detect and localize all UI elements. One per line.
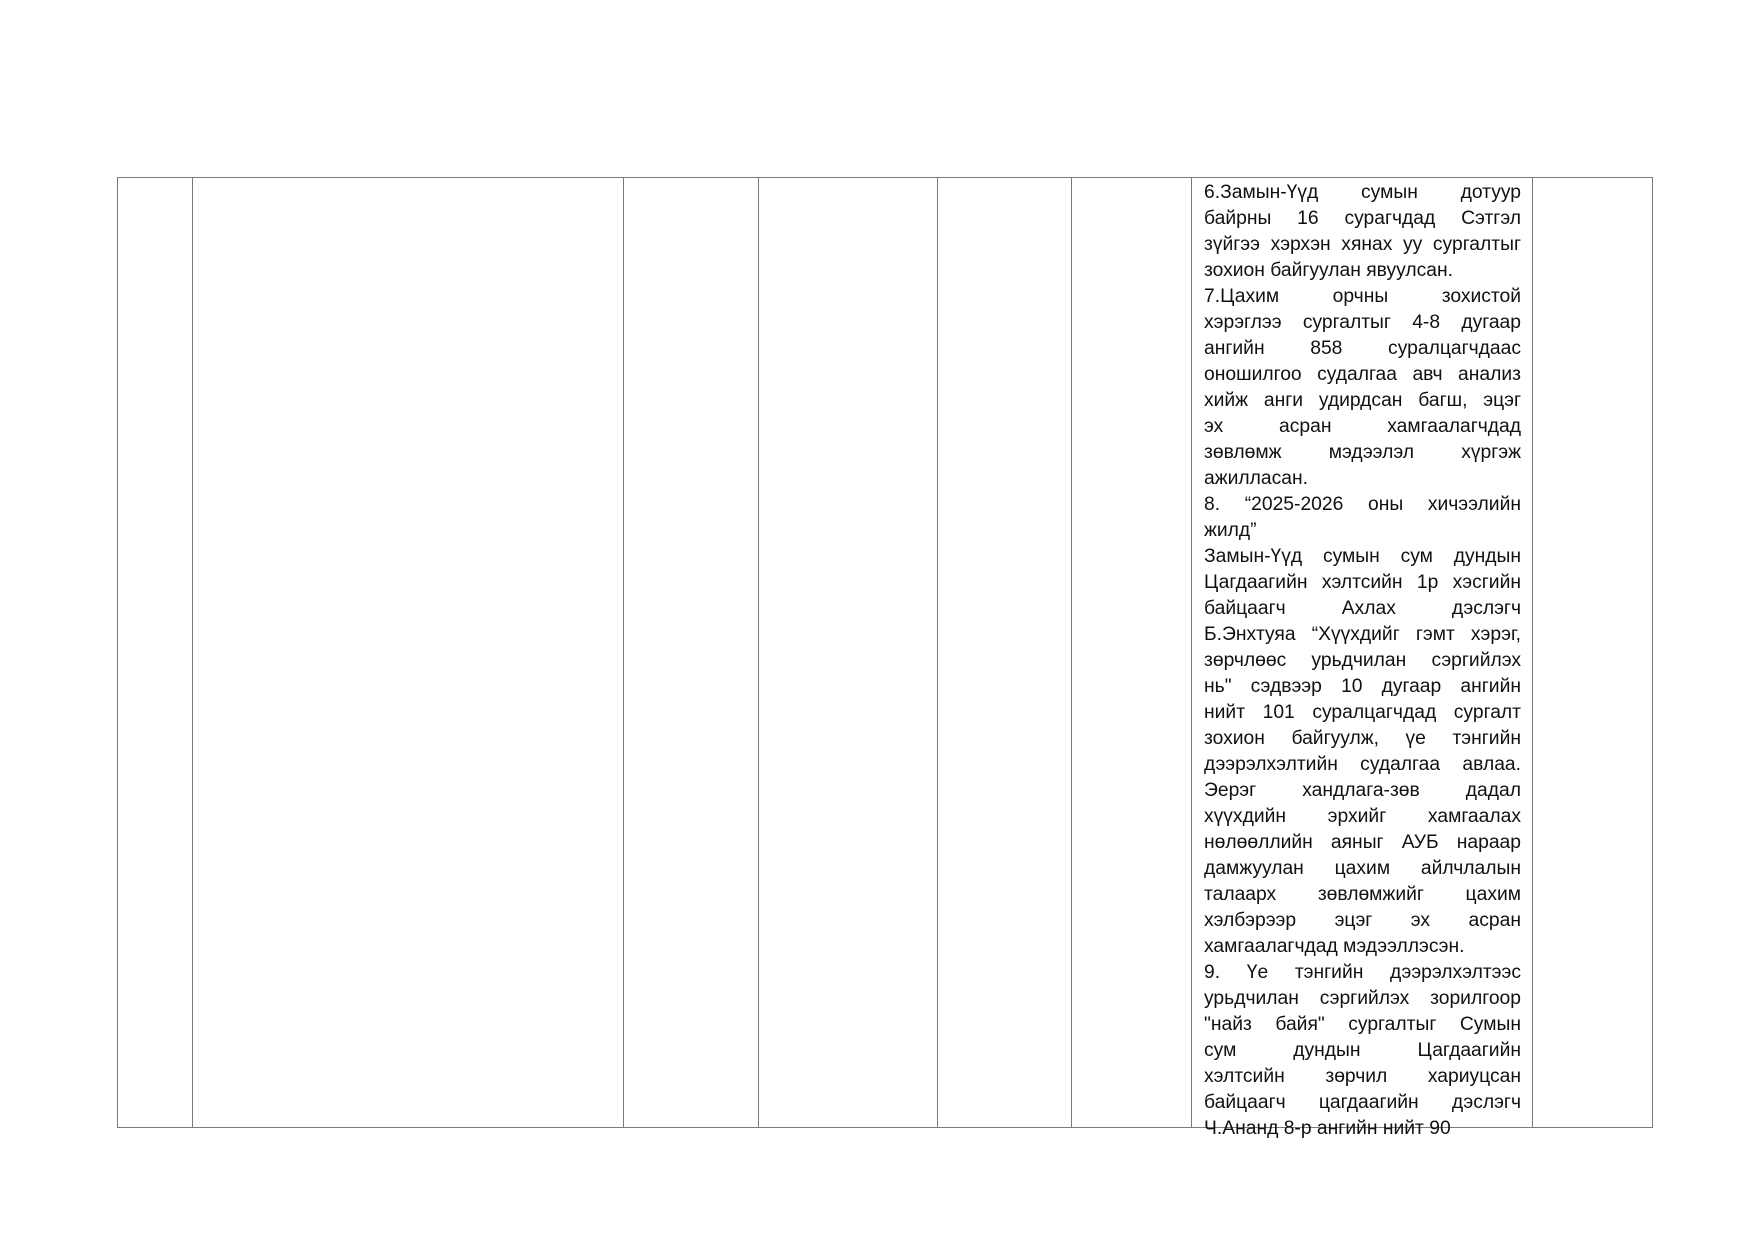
text-line: зохион байгуулан явуулсан.: [1204, 260, 1453, 281]
text-line: хэлтсийн зөрчил хариуцсан: [1204, 1066, 1521, 1087]
text-line: зөрчлөөс урьдчилан сэргийлэх: [1204, 650, 1521, 671]
text-line: 6.Замын-Үүд сумын дотуур: [1204, 182, 1521, 203]
text-line: сум дундын Цагдаагийн: [1204, 1040, 1521, 1061]
text-line: байцаагч Ахлах дэслэгч: [1204, 598, 1521, 619]
table-cell-8: [1533, 178, 1653, 1128]
text-line: дээрэлхэлтийн судалгаа авлаа.: [1204, 754, 1521, 775]
paragraph: [1204, 492, 1521, 544]
text-line: зохион байгуулж, үе тэнгийн: [1204, 728, 1521, 749]
table-cell-implementation: [1192, 178, 1533, 1139]
table-cell-5: [938, 178, 1072, 1128]
text-line: зүйгээ хэрхэн хянах уу сургалтыг: [1204, 234, 1521, 255]
text-line: нөлөөллийн аяныг АУБ нараар: [1204, 832, 1521, 853]
text-line: Б.Энхтуяа “Хүүхдийг гэмт хэрэг,: [1204, 624, 1521, 645]
paragraph: [1204, 284, 1521, 492]
report-table: [117, 177, 1653, 1139]
text-line: эх асран хамгаалагчдад: [1204, 416, 1521, 437]
text-line: "найз байя" сургалтыг Сумын: [1204, 1014, 1521, 1035]
text-line: Замын-Үүд сумын сум дундын: [1204, 546, 1521, 567]
table-cell-number: [118, 178, 193, 1128]
table-cell-4: [759, 178, 938, 1128]
text-line: Эерэг хандлага-зөв дадал: [1204, 780, 1521, 801]
text-line: хүүхдийн эрхийг хамгаалах: [1204, 806, 1521, 827]
table-cell-activity: [193, 178, 624, 1128]
text-line: хийж анги удирдсан багш, эцэг: [1204, 390, 1521, 411]
text-line: нь" сэдвээр 10 дугаар ангийн: [1204, 676, 1521, 697]
implementation-text: [1192, 178, 1532, 1139]
text-line: байцаагч цагдаагийн дэслэгч: [1204, 1092, 1521, 1113]
paragraph: [1204, 180, 1521, 284]
text-line: дамжуулан цахим айлчлалын: [1204, 858, 1521, 879]
table-cell-3: [624, 178, 759, 1128]
text-line: хэрэглээ сургалтыг 4-8 дугаар: [1204, 312, 1521, 333]
text-line: зөвлөмж мэдээлэл хүргэж: [1204, 442, 1521, 463]
paragraph: [1204, 544, 1521, 960]
text-line: Цагдаагийн хэлтсийн 1р хэсгийн: [1204, 572, 1521, 593]
table-row: [118, 178, 1653, 1128]
text-line: урьдчилан сэргийлэх зорилгоор: [1204, 988, 1521, 1009]
text-line: нийт 101 суралцагчдад сургалт: [1204, 702, 1521, 723]
text-line: ажилласан.: [1204, 468, 1308, 489]
paragraph: [1204, 960, 1521, 1142]
text-line: жилд”: [1204, 520, 1257, 541]
text-line: хамгаалагчдад мэдээллэсэн.: [1204, 936, 1465, 957]
text-line: байрны 16 сурагчдад Сэтгэл: [1204, 208, 1521, 229]
text-line: хэлбэрээр эцэг эх асран: [1204, 910, 1521, 931]
text-line: ангийн 858 суралцагчдаас: [1204, 338, 1521, 359]
text-line: 8. “2025-2026 оны хичээлийн: [1204, 494, 1521, 515]
text-line: талаарх зөвлөмжийг цахим: [1204, 884, 1521, 905]
text-line: 9. Үе тэнгийн дээрэлхэлтээс: [1204, 962, 1521, 983]
text-line: Ч.Ананд 8-р ангийн нийт 90: [1204, 1118, 1451, 1139]
text-line: оношилгоо судалгаа авч анализ: [1204, 364, 1521, 385]
text-line: 7.Цахим орчны зохистой: [1204, 286, 1521, 307]
table-cell-6: [1072, 178, 1192, 1128]
